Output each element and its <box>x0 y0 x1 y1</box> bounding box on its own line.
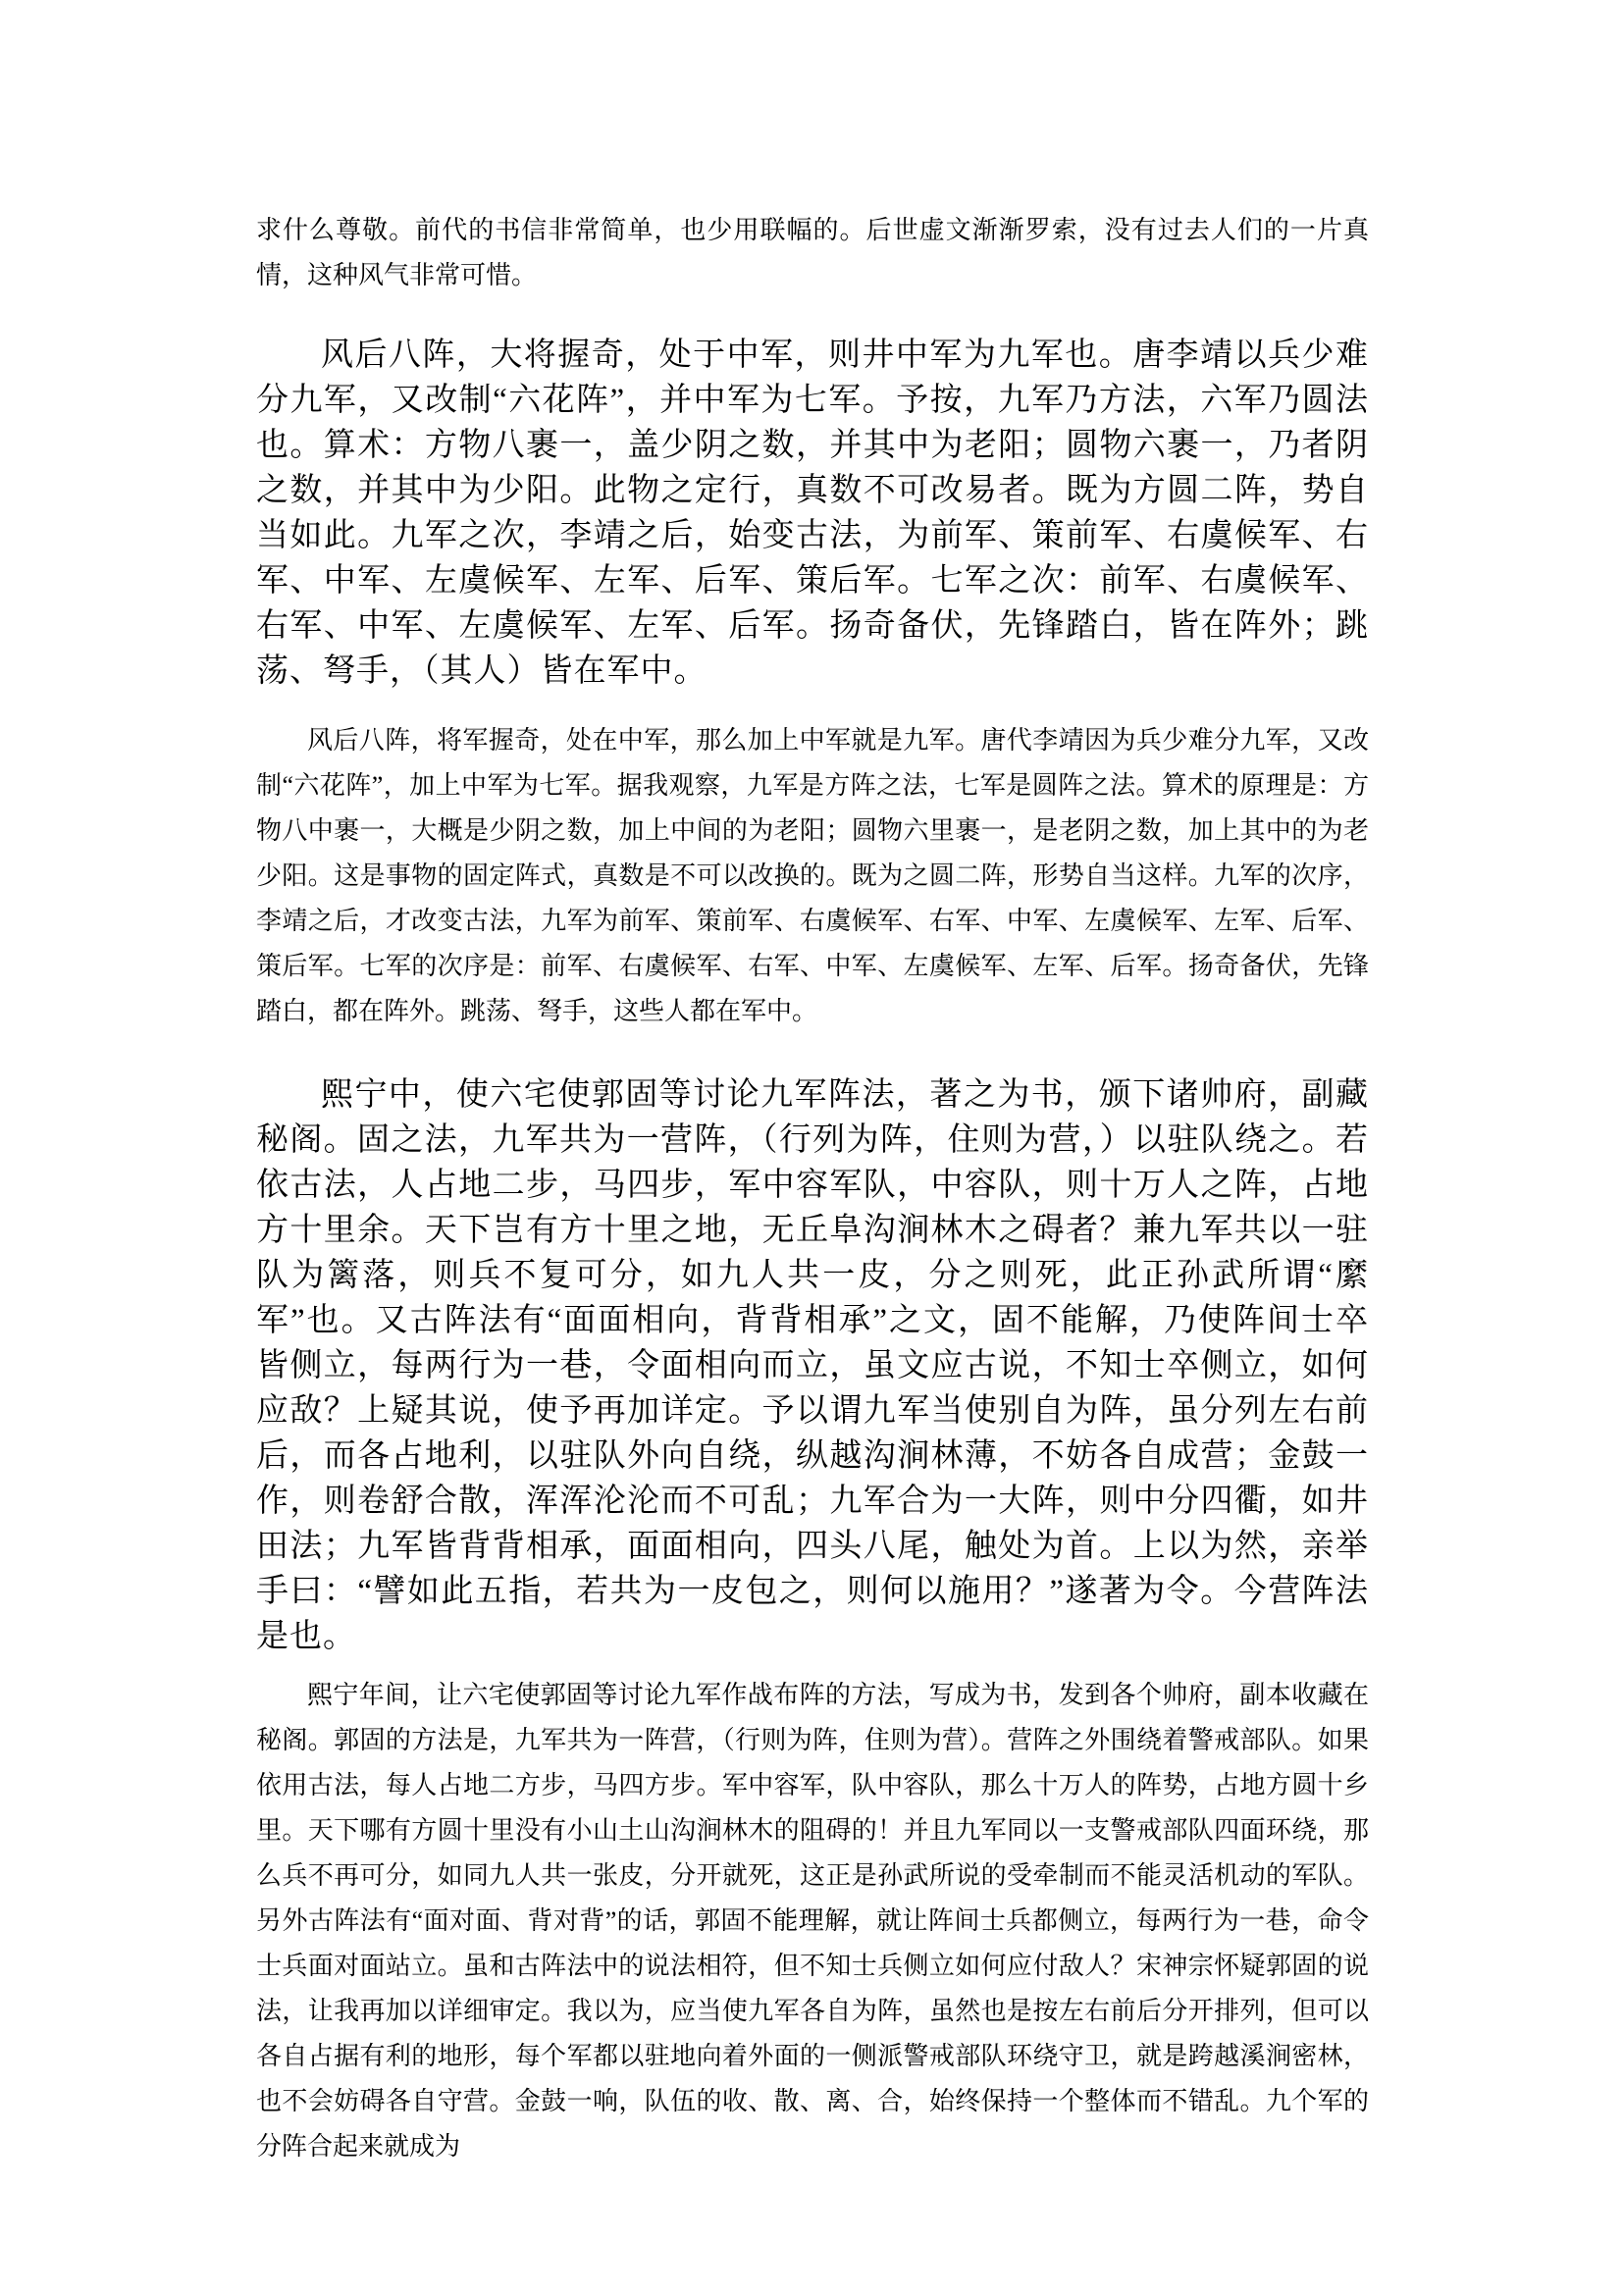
paragraph-translation-xining-jiujun: 熙宁年间，让六宅使郭固等讨论九军作战布阵的方法，写成为书，发到各个帅府，副本收藏在秘阁。郭固的方法是，九军共为一阵营，（行则为阵，住则为营）。营阵之外围绕着警戒部队。如果依用古法，每人占地二方步，马四方步。军中容军，队中容队，那么十万人的阵势，占地方圆十乡里。天下哪有方圆十里没有小山土山沟涧林木的阻碍的！并且九军同以一支警戒部队四面环绕，那么兵不再可分，如同九人共一张皮，分开就死，这正是孙武所说的受牵制而不能灵活机动的军队。另外古阵法有“面对面、背对背”的话，郭固不能理解，就让阵间士兵都侧立，每两行为一巷，命令士兵面对面站立。虽和古阵法中的说法相符，但不知士兵侧立如何应付敌人？宋神宗怀疑郭固的说法，让我再加以详细审定。我以为，应当使九军各自为阵，虽然也是按左右前后分开排列，但可以各自占据有利的地形，每个军都以驻地向着外面的一侧派警戒部队环绕守卫，就是跨越溪涧密林，也不会妨碍各自守营。金鼓一响，队伍的收、散、离、合，始终保持一个整体而不错乱。九个军的分阵合起来就成为 <box>256 1681 1369 2161</box>
paragraph-translation-fenghou-bazhen: 风后八阵，将军握奇，处在中军，那么加上中军就是九军。唐代李靖因为兵少难分九军，又改制“六花阵”，加上中军为七军。据我观察，九军是方阵之法，七军是圆阵之法。算术的原理是：方物八中裹一，大概是少阴之数，加上中间的为老阳；圆物六里裹一，是老阴之数，加上其中的为老少阳。这是事物的固定阵式，真数是不可以改换的。既为之圆二阵，形势自当这样。九军的次序，李靖之后，才改变古法，九军为前军、策前军、右虞候军、右军、中军、左虞候军、左军、后军、策后军。七军的次序是：前军、右虞候军、右军、中军、左虞候军、左军、后军。扬奇备伏，先锋踏白，都在阵外。跳荡、弩手，这些人都在军中。 <box>256 726 1369 1025</box>
paragraph-classical-fenghou-bazhen: 风后八阵，大将握奇，处于中军，则井中军为九军也。唐李靖以兵少难分九军，又改制“六花阵”，并中军为七军。予按，九军乃方法，六军乃圆法也。算术：方物八裹一，盖少阴之数，并其中为老阳；圆物六裹一，乃者阴之数，并其中为少阳。此物之定行，真数不可改易者。既为方圆二阵，势自当如此。九军之次，李靖之后，始变古法，为前军、策前军、右虞候军、右军、中军、左虞候军、左军、后军、策后军。七军之次：前军、右虞候军、右军、中军、左虞候军、左军、后军。扬奇备伏，先锋踏白，皆在阵外；跳荡、弩手，（其人）皆在军中。 <box>256 338 1369 689</box>
paragraph-translation-continuation: 求什么尊敬。前代的书信非常简单，也少用联幅的。后世虚文渐渐罗索，没有过去人们的一片真情，这种风气非常可惜。 <box>256 216 1369 289</box>
text-content-area <box>256 208 1369 2169</box>
paragraph-classical-xining-jiujun: 熙宁中，使六宅使郭固等讨论九军阵法，著之为书，颁下诸帅府，副藏秘阁。固之法，九军共为一营阵，（行列为阵，住则为营，）以驻队绕之。若依古法，人占地二步，马四步，军中容军队，中容队，则十万人之阵，占地方十里余。天下岂有方十里之地，无丘阜沟涧林木之碍者？兼九军共以一驻队为篱落，则兵不复可分，如九人共一皮，分之则死，此正孙武所谓“縻军”也。又古阵法有“面面相向，背背相承”之文，固不能解，乃使阵间士卒皆侧立，每两行为一巷，令面相向而立，虽文应古说，不知士卒侧立，如何应敌？上疑其说，使予再加详定。予以谓九军当使别自为阵，虽分列左右前后，而各占地利，以驻队外向自绕，纵越沟涧林薄，不妨各自成营；金鼓一作，则卷舒合散，浑浑沦沦而不可乱；九军合为一大阵，则中分四衢，如井田法；九军皆背背相承，面面相向，四头八尾，触处为首。上以为然，亲举手曰：“譬如此五指，若共为一皮包之，则何以施用？”遂著为令。今营阵法是也。 <box>256 1077 1369 1654</box>
